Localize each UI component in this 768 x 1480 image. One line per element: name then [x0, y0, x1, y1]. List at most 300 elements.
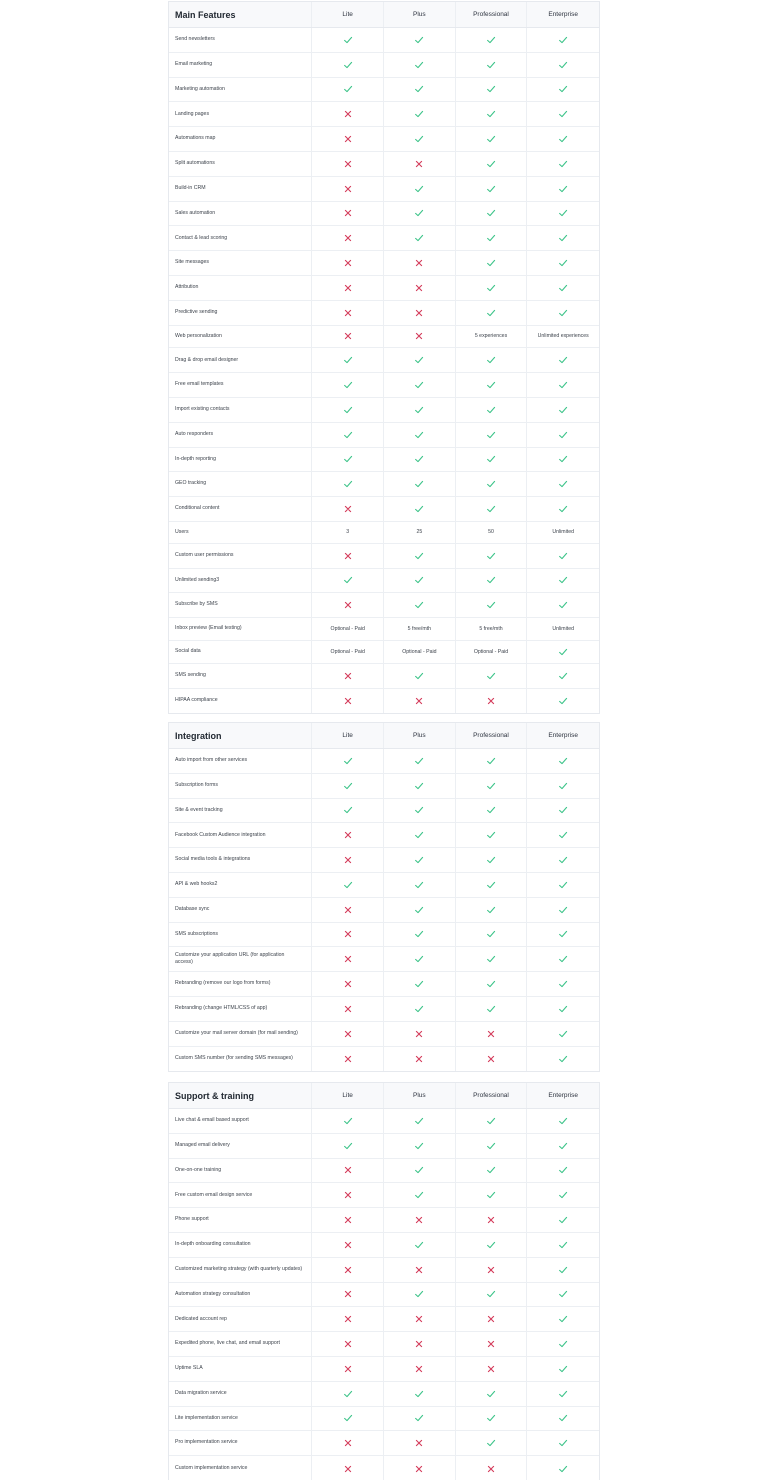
- checkmark-icon: [414, 1240, 424, 1250]
- cross-icon: [343, 208, 353, 218]
- table-row: [169, 102, 599, 127]
- table-row: [169, 972, 599, 997]
- checkmark-icon: [414, 1289, 424, 1299]
- plan-cell-enterprise: [527, 1109, 599, 1133]
- checkmark-icon: [414, 1413, 424, 1423]
- plan-cell-lite: [312, 947, 384, 971]
- plan-cell-enterprise: [527, 947, 599, 971]
- feature-label: Managed email delivery: [169, 1134, 312, 1158]
- table-row: [169, 1134, 599, 1159]
- checkmark-icon: [343, 430, 353, 440]
- feature-label: Free email templates: [169, 373, 312, 397]
- cross-icon: [414, 1438, 424, 1448]
- plan-cell-plus: [384, 689, 456, 714]
- cross-icon: [486, 1314, 496, 1324]
- cross-icon: [343, 283, 353, 293]
- plan-value-plus: 5 free/mth: [384, 618, 456, 640]
- table-row: [169, 497, 599, 522]
- plan-cell-professional: [456, 1233, 528, 1257]
- feature-label: Landing pages: [169, 102, 312, 126]
- checkmark-icon: [486, 1289, 496, 1299]
- plan-cell-lite: [312, 398, 384, 422]
- plan-cell-professional: [456, 497, 528, 521]
- table-row: [169, 348, 599, 373]
- checkmark-icon: [558, 954, 568, 964]
- table-row: [169, 799, 599, 824]
- checkmark-icon: [414, 979, 424, 989]
- cross-icon: [343, 830, 353, 840]
- plan-cell-professional: [456, 53, 528, 77]
- plan-cell-professional: [456, 689, 528, 714]
- plan-cell-lite: [312, 1332, 384, 1356]
- feature-label: Conditional content: [169, 497, 312, 521]
- feature-label: In-depth onboarding consultation: [169, 1233, 312, 1257]
- plan-cell-professional: [456, 799, 528, 823]
- checkmark-icon: [558, 880, 568, 890]
- checkmark-icon: [343, 380, 353, 390]
- table-row: [169, 618, 599, 641]
- plan-cell-professional: [456, 823, 528, 847]
- checkmark-icon: [558, 781, 568, 791]
- cross-icon: [486, 1054, 496, 1064]
- cross-icon: [486, 1029, 496, 1039]
- plan-cell-lite: [312, 1183, 384, 1207]
- checkmark-icon: [486, 1190, 496, 1200]
- plan-cell-plus: [384, 774, 456, 798]
- plan-cell-enterprise: [527, 848, 599, 872]
- checkmark-icon: [486, 134, 496, 144]
- feature-label: Web personalization: [169, 326, 312, 348]
- checkmark-icon: [486, 208, 496, 218]
- table-row: [169, 1183, 599, 1208]
- checkmark-icon: [343, 1116, 353, 1126]
- checkmark-icon: [486, 308, 496, 318]
- checkmark-icon: [414, 1004, 424, 1014]
- plan-header-enterprise: Enterprise: [548, 1092, 578, 1099]
- table-row: [169, 472, 599, 497]
- plan-cell-enterprise: [527, 972, 599, 996]
- feature-label: Social data: [169, 641, 312, 663]
- plan-cell-enterprise: [527, 28, 599, 52]
- checkmark-icon: [414, 855, 424, 865]
- table-row: [169, 873, 599, 898]
- plan-cell-professional: [456, 226, 528, 250]
- plan-cell-enterprise: [527, 78, 599, 102]
- plan-cell-enterprise: [527, 497, 599, 521]
- checkmark-icon: [558, 1240, 568, 1250]
- plan-cell-plus: [384, 664, 456, 688]
- plan-cell-plus: [384, 1382, 456, 1406]
- plan-cell-plus: [384, 152, 456, 176]
- table-row: [169, 664, 599, 689]
- feature-label: Build-in CRM: [169, 177, 312, 201]
- cross-icon: [343, 233, 353, 243]
- table-row: [169, 1332, 599, 1357]
- plan-value-enterprise: Unlimited: [552, 529, 574, 536]
- section-title: Main Features: [169, 2, 312, 27]
- table-row: [169, 898, 599, 923]
- plan-cell-professional: [456, 423, 528, 447]
- cross-icon: [343, 184, 353, 194]
- plan-value-lite: Optional - Paid: [312, 618, 384, 640]
- cross-icon: [343, 855, 353, 865]
- cross-icon: [486, 1364, 496, 1374]
- feature-label: Uptime SLA: [169, 1357, 312, 1381]
- plan-header-lite: Lite: [312, 1083, 384, 1108]
- checkmark-icon: [414, 781, 424, 791]
- feature-label: One-on-one training: [169, 1159, 312, 1183]
- plan-cell-professional: [456, 202, 528, 226]
- checkmark-icon: [558, 258, 568, 268]
- plan-cell-plus: [384, 53, 456, 77]
- plan-cell-enterprise: [527, 1307, 599, 1331]
- plan-value-lite: Optional - Paid: [312, 641, 384, 663]
- plan-cell-professional: [456, 997, 528, 1021]
- plan-cell-lite: [312, 593, 384, 617]
- plan-cell-lite: [312, 472, 384, 496]
- checkmark-icon: [343, 355, 353, 365]
- checkmark-icon: [558, 1339, 568, 1349]
- checkmark-icon: [414, 454, 424, 464]
- checkmark-icon: [414, 109, 424, 119]
- table-row: [169, 923, 599, 948]
- table-row: [169, 1431, 599, 1456]
- checkmark-icon: [343, 35, 353, 45]
- plan-cell-lite: [312, 497, 384, 521]
- table-row: [169, 544, 599, 569]
- plan-cell-plus: [384, 1258, 456, 1282]
- cross-icon: [343, 1240, 353, 1250]
- plan-cell-lite: [312, 1208, 384, 1232]
- checkmark-icon: [486, 756, 496, 766]
- feature-label: SMS sending: [169, 664, 312, 688]
- checkmark-icon: [414, 830, 424, 840]
- plan-cell-plus: [384, 923, 456, 947]
- checkmark-icon: [414, 430, 424, 440]
- checkmark-icon: [486, 671, 496, 681]
- checkmark-icon: [558, 1464, 568, 1474]
- feature-label: Custom user permissions: [169, 544, 312, 568]
- checkmark-icon: [414, 551, 424, 561]
- feature-label: Import existing contacts: [169, 398, 312, 422]
- plan-cell-plus: [384, 997, 456, 1021]
- checkmark-icon: [558, 1029, 568, 1039]
- table-row: [169, 301, 599, 326]
- table-row: [169, 1159, 599, 1184]
- cross-icon: [414, 1464, 424, 1474]
- checkmark-icon: [558, 756, 568, 766]
- table-row: [169, 774, 599, 799]
- plan-cell-lite: [312, 972, 384, 996]
- plan-cell-plus: [384, 1159, 456, 1183]
- checkmark-icon: [414, 929, 424, 939]
- feature-label: Automations map: [169, 127, 312, 151]
- checkmark-icon: [486, 60, 496, 70]
- checkmark-icon: [558, 1289, 568, 1299]
- plan-cell-lite: [312, 1283, 384, 1307]
- plan-cell-professional: [456, 898, 528, 922]
- plan-cell-professional: [456, 448, 528, 472]
- cross-icon: [486, 1265, 496, 1275]
- plan-value-professional: Optional - Paid: [456, 641, 528, 663]
- cross-icon: [414, 258, 424, 268]
- checkmark-icon: [486, 805, 496, 815]
- plan-cell-lite: [312, 177, 384, 201]
- plan-cell-lite: [312, 1233, 384, 1257]
- plan-cell-enterprise: [527, 749, 599, 773]
- checkmark-icon: [343, 1141, 353, 1151]
- cross-icon: [486, 1339, 496, 1349]
- checkmark-icon: [558, 208, 568, 218]
- cross-icon: [343, 1339, 353, 1349]
- feature-label: Subscription forms: [169, 774, 312, 798]
- table-row: [169, 1258, 599, 1283]
- plan-cell-plus: [384, 1456, 456, 1480]
- checkmark-icon: [486, 479, 496, 489]
- plan-cell-lite: [312, 544, 384, 568]
- cross-icon: [343, 1165, 353, 1175]
- plan-cell-plus: [384, 226, 456, 250]
- plan-header-enterprise: Enterprise: [548, 11, 578, 18]
- plan-cell-lite: [312, 152, 384, 176]
- checkmark-icon: [558, 805, 568, 815]
- checkmark-icon: [486, 109, 496, 119]
- checkmark-icon: [414, 233, 424, 243]
- table-row: [169, 569, 599, 594]
- checkmark-icon: [558, 84, 568, 94]
- plan-header-plus: Plus: [384, 2, 456, 27]
- checkmark-icon: [343, 880, 353, 890]
- plan-cell-enterprise: [527, 301, 599, 325]
- table-row: [169, 1456, 599, 1480]
- checkmark-icon: [558, 696, 568, 706]
- plan-cell-lite: [312, 664, 384, 688]
- plan-cell-lite: [312, 749, 384, 773]
- table-row: [169, 1109, 599, 1134]
- checkmark-icon: [414, 756, 424, 766]
- checkmark-icon: [558, 479, 568, 489]
- cross-icon: [343, 905, 353, 915]
- plan-cell-lite: [312, 127, 384, 151]
- checkmark-icon: [558, 430, 568, 440]
- plan-cell-lite: [312, 997, 384, 1021]
- table-row: [169, 848, 599, 873]
- checkmark-icon: [486, 454, 496, 464]
- checkmark-icon: [414, 1190, 424, 1200]
- plan-cell-professional: [456, 152, 528, 176]
- cross-icon: [343, 134, 353, 144]
- table-row: [169, 202, 599, 227]
- cross-icon: [343, 1289, 353, 1299]
- plan-cell-enterprise: [527, 1456, 599, 1480]
- feature-label: HIPAA compliance: [169, 689, 312, 714]
- checkmark-icon: [558, 1215, 568, 1225]
- cross-icon: [343, 504, 353, 514]
- cross-icon: [486, 1464, 496, 1474]
- feature-label: Dedicated account rep: [169, 1307, 312, 1331]
- plan-cell-lite: [312, 251, 384, 275]
- plan-cell-enterprise: [527, 1332, 599, 1356]
- checkmark-icon: [558, 308, 568, 318]
- feature-label: Sales automation: [169, 202, 312, 226]
- plan-cell-plus: [384, 102, 456, 126]
- feature-label: Custom implementation service: [169, 1456, 312, 1480]
- plan-cell-plus: [384, 472, 456, 496]
- table-row: [169, 226, 599, 251]
- cross-icon: [343, 696, 353, 706]
- cross-icon: [343, 1464, 353, 1474]
- feature-label: Customize your mail server domain (for mail sending): [169, 1022, 312, 1046]
- checkmark-icon: [558, 109, 568, 119]
- plan-cell-plus: [384, 848, 456, 872]
- plan-cell-enterprise: [527, 689, 599, 714]
- plan-cell-enterprise: [527, 774, 599, 798]
- table-row: [169, 1047, 599, 1072]
- cross-icon: [343, 331, 353, 341]
- checkmark-icon: [343, 756, 353, 766]
- plan-cell-lite: [312, 348, 384, 372]
- table-row: [169, 641, 599, 664]
- checkmark-icon: [414, 954, 424, 964]
- feature-label: Attribution: [169, 276, 312, 300]
- checkmark-icon: [486, 1413, 496, 1423]
- cross-icon: [343, 929, 353, 939]
- checkmark-icon: [414, 905, 424, 915]
- table-row: [169, 1208, 599, 1233]
- checkmark-icon: [558, 1116, 568, 1126]
- checkmark-icon: [486, 405, 496, 415]
- plan-cell-lite: [312, 326, 384, 348]
- cross-icon: [343, 1004, 353, 1014]
- plan-header-lite: Lite: [312, 2, 384, 27]
- checkmark-icon: [414, 880, 424, 890]
- plan-cell-plus: [384, 423, 456, 447]
- cross-icon: [414, 283, 424, 293]
- plan-cell-lite: [312, 774, 384, 798]
- plan-cell-plus: [384, 497, 456, 521]
- table-row: [169, 276, 599, 301]
- checkmark-icon: [486, 1004, 496, 1014]
- section-header: [169, 723, 599, 749]
- plan-cell-plus: [384, 593, 456, 617]
- plan-cell-lite: [312, 898, 384, 922]
- checkmark-icon: [486, 233, 496, 243]
- plan-cell-professional: [456, 78, 528, 102]
- plan-cell-professional: [456, 569, 528, 593]
- plan-cell-enterprise: [527, 152, 599, 176]
- checkmark-icon: [343, 60, 353, 70]
- table-row: [169, 997, 599, 1022]
- plan-cell-professional: [456, 1283, 528, 1307]
- checkmark-icon: [558, 671, 568, 681]
- feature-label: API & web hooks2: [169, 873, 312, 897]
- plan-cell-professional: [456, 1431, 528, 1455]
- plan-cell-plus: [384, 1431, 456, 1455]
- checkmark-icon: [486, 355, 496, 365]
- checkmark-icon: [558, 1054, 568, 1064]
- checkmark-icon: [486, 551, 496, 561]
- plan-cell-plus: [384, 1307, 456, 1331]
- checkmark-icon: [486, 258, 496, 268]
- checkmark-icon: [343, 575, 353, 585]
- checkmark-icon: [486, 1141, 496, 1151]
- plan-header-professional: Professional: [456, 1083, 528, 1108]
- plan-cell-plus: [384, 348, 456, 372]
- plan-cell-plus: [384, 1109, 456, 1133]
- feature-label: Drag & drop email designer: [169, 348, 312, 372]
- plan-header-plus: Plus: [384, 1083, 456, 1108]
- checkmark-icon: [343, 781, 353, 791]
- plan-cell-plus: [384, 1357, 456, 1381]
- plan-cell-plus: [384, 1332, 456, 1356]
- checkmark-icon: [558, 504, 568, 514]
- cross-icon: [343, 258, 353, 268]
- checkmark-icon: [343, 479, 353, 489]
- section-header: [169, 1083, 599, 1109]
- plan-cell-lite: [312, 689, 384, 714]
- checkmark-icon: [558, 60, 568, 70]
- table-row: [169, 127, 599, 152]
- table-row: [169, 53, 599, 78]
- plan-cell-professional: [456, 1159, 528, 1183]
- cross-icon: [414, 1265, 424, 1275]
- plan-cell-professional: [456, 1047, 528, 1072]
- checkmark-icon: [558, 1389, 568, 1399]
- plan-cell-enterprise: [527, 544, 599, 568]
- checkmark-icon: [558, 184, 568, 194]
- plan-cell-enterprise: [527, 1134, 599, 1158]
- cross-icon: [343, 671, 353, 681]
- checkmark-icon: [414, 134, 424, 144]
- checkmark-icon: [414, 1141, 424, 1151]
- checkmark-icon: [558, 855, 568, 865]
- plan-cell-enterprise: [527, 1258, 599, 1282]
- cross-icon: [343, 1215, 353, 1225]
- plan-cell-lite: [312, 873, 384, 897]
- feature-label: SMS subscriptions: [169, 923, 312, 947]
- plan-cell-enterprise: [527, 398, 599, 422]
- plan-cell-lite: [312, 823, 384, 847]
- plan-cell-enterprise: [527, 102, 599, 126]
- plan-cell-professional: [456, 873, 528, 897]
- table-row: [169, 1283, 599, 1308]
- plan-cell-plus: [384, 873, 456, 897]
- plan-cell-enterprise: [527, 873, 599, 897]
- plan-cell-plus: [384, 1407, 456, 1431]
- plan-cell-plus: [384, 1134, 456, 1158]
- feature-label: Site messages: [169, 251, 312, 275]
- cross-icon: [343, 308, 353, 318]
- checkmark-icon: [414, 479, 424, 489]
- checkmark-icon: [486, 184, 496, 194]
- checkmark-icon: [558, 355, 568, 365]
- plan-cell-enterprise: [527, 1159, 599, 1183]
- checkmark-icon: [558, 600, 568, 610]
- checkmark-icon: [558, 979, 568, 989]
- plan-cell-lite: [312, 28, 384, 52]
- feature-label: Pro implementation service: [169, 1431, 312, 1455]
- checkmark-icon: [486, 380, 496, 390]
- plan-cell-enterprise: [527, 1233, 599, 1257]
- checkmark-icon: [414, 1165, 424, 1175]
- plan-cell-plus: [384, 276, 456, 300]
- plan-cell-plus: [384, 823, 456, 847]
- plan-cell-plus: [384, 1233, 456, 1257]
- plan-value-lite: 3: [312, 522, 384, 543]
- plan-cell-plus: [384, 326, 456, 348]
- cross-icon: [343, 1054, 353, 1064]
- plan-cell-professional: [456, 276, 528, 300]
